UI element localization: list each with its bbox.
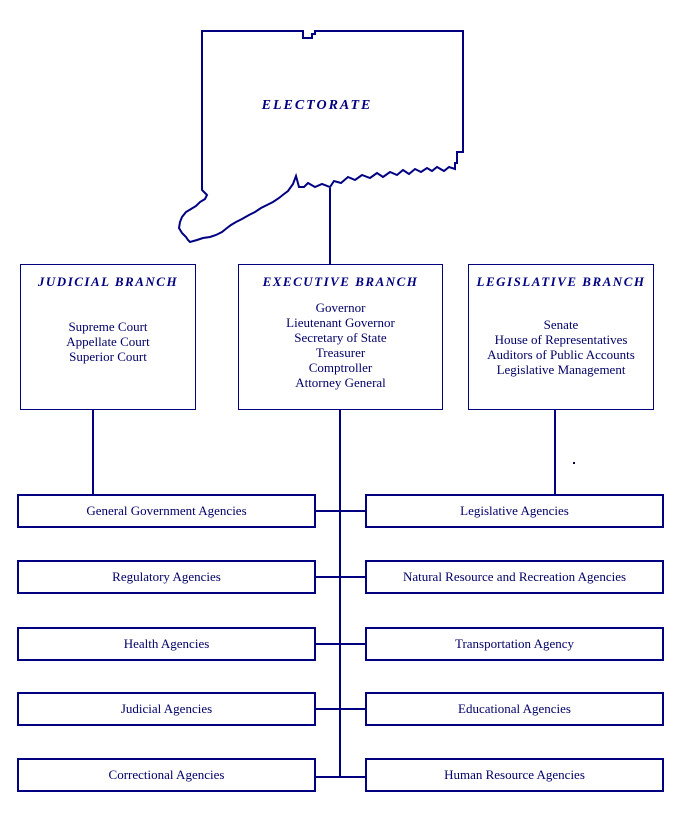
branch-item: Governor [315,300,366,315]
branch-title-judicial: JUDICIAL BRANCH [37,274,179,289]
branch-item: Senate [543,317,579,332]
stray-dot [573,462,575,464]
branch-box-judicial [20,264,196,410]
branch-item: Legislative Management [496,362,626,377]
electorate-label: ELECTORATE [261,98,373,113]
branch-item: Appellate Court [66,334,150,349]
branch-item: Attorney General [295,375,386,390]
branch-items-legislative [469,317,653,377]
branch-item: Secretary of State [294,330,387,345]
branch-items-executive [239,300,442,390]
agency-box-general-government: General Government Agencies [17,494,316,528]
agency-box-natural-resource-recreation: Natural Resource and Recreation Agencies [365,560,664,594]
branch-item: Treasurer [315,345,366,360]
branch-item: Comptroller [308,360,373,375]
branch-title-legislative: LEGISLATIVE BRANCH [476,274,646,289]
agency-box-transportation: Transportation Agency [365,627,664,661]
branch-box-executive [238,264,443,410]
branch-item: Auditors of Public Accounts [487,347,635,362]
branch-item: Lieutenant Governor [286,315,395,330]
branch-item: Supreme Court [68,319,148,334]
agency-box-judicial-agencies: Judicial Agencies [17,692,316,726]
agency-box-health: Health Agencies [17,627,316,661]
branch-item: Superior Court [69,349,147,364]
branch-item: House of Representatives [494,332,628,347]
agency-box-human-resource: Human Resource Agencies [365,758,664,792]
connecticut-outline [179,31,463,242]
branch-box-legislative [468,264,654,410]
agency-box-legislative: Legislative Agencies [365,494,664,528]
branch-title-executive: EXECUTIVE BRANCH [262,274,419,289]
branch-items-judicial [21,319,195,364]
agency-box-correctional: Correctional Agencies [17,758,316,792]
agency-box-educational: Educational Agencies [365,692,664,726]
agency-box-regulatory: Regulatory Agencies [17,560,316,594]
